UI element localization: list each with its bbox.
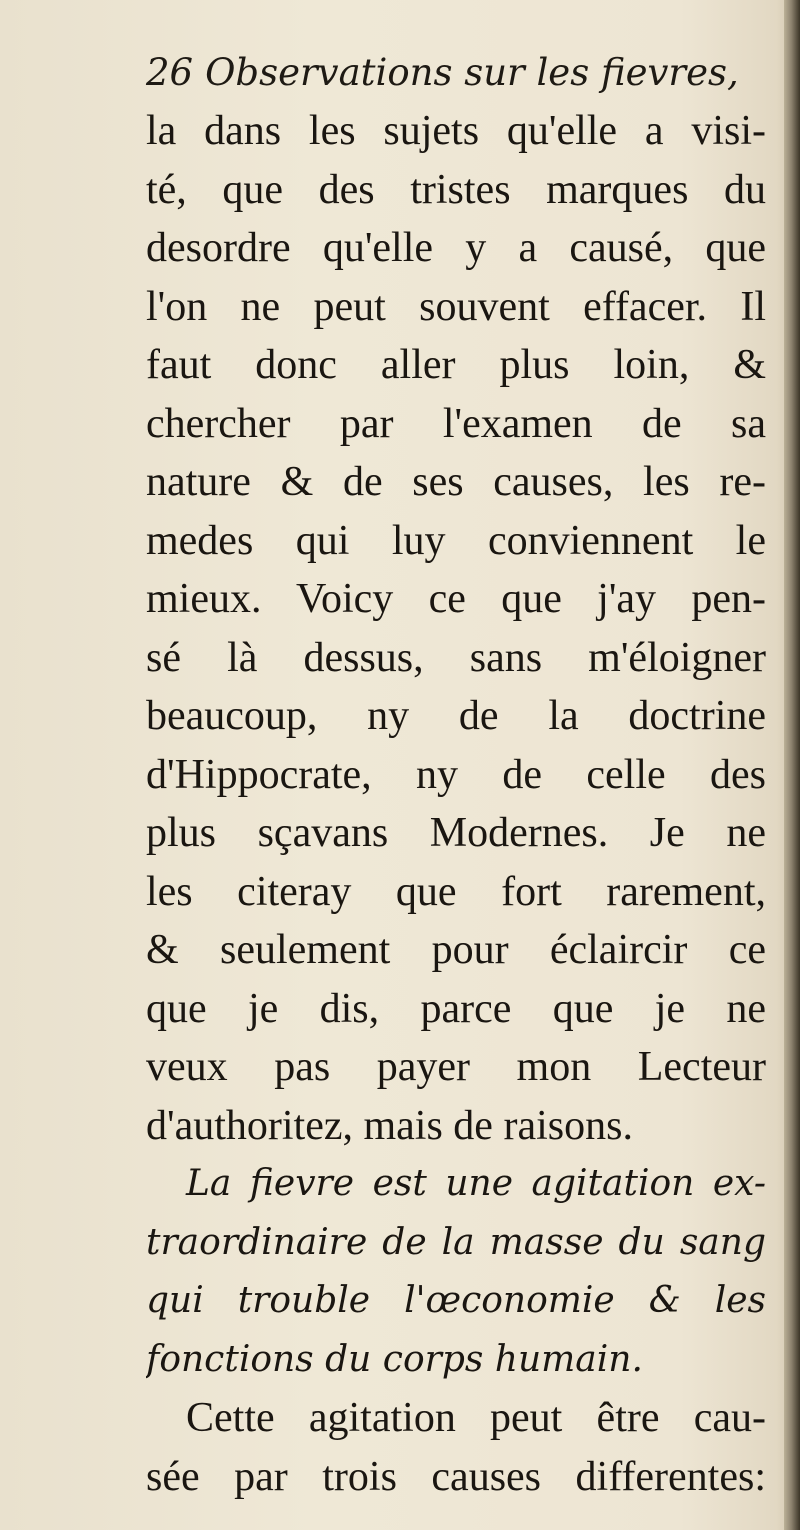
page-text [146, 102, 766, 1506]
text-line: desordre qu'elle y a causé, que [146, 225, 766, 271]
text-line: medes qui luy conviennent le [146, 517, 766, 564]
text-line: la dans les sujets qu'elle a visi- [146, 108, 766, 154]
text-line: beaucoup, ny de la doctrine [146, 693, 766, 739]
definition-line: qui trouble l'œconomie & les [146, 1280, 766, 1321]
text-line: faut donc aller plus loin, & [146, 342, 766, 388]
definition-line: traordinaire de la masse du sang [146, 1221, 766, 1263]
text-line: té, que des tristes marques du [146, 166, 766, 213]
text-line: que je dis, parce que je ne [146, 985, 766, 1032]
running-header [146, 42, 776, 104]
text-line: plus sçavans Modernes. Je ne [146, 810, 766, 856]
text-line: Cette agitation peut être cau- [186, 1395, 766, 1441]
text-line: les citeray que fort rarement, [146, 868, 766, 915]
text-line: & seulement pour éclaircir ce [146, 927, 766, 973]
text-line: d'authoritez, mais de raisons. [146, 1102, 633, 1149]
text-line: l'on ne peut souvent effacer. Il [146, 283, 766, 330]
text-line: sé là dessus, sans m'éloigner [146, 634, 766, 681]
page-spine-shadow [784, 0, 800, 1530]
text-line: sée par trois causes differentes: [146, 1453, 766, 1500]
text-line: nature & de ses causes, les re- [146, 459, 766, 505]
text-line: d'Hippocrate, ny de celle des [146, 751, 766, 798]
text-line: chercher par l'examen de sa [146, 400, 766, 447]
definition-line: fonctions du corps humain. [146, 1338, 643, 1380]
running-title: Observations sur les fievres, [205, 51, 739, 94]
definition-line: La fievre est une agitation ex- [186, 1163, 766, 1204]
text-line: mieux. Voicy ce que j'ay pen- [146, 576, 766, 622]
text-line: veux pas payer mon Lecteur [146, 1044, 766, 1090]
page-number: 26 [146, 51, 194, 94]
